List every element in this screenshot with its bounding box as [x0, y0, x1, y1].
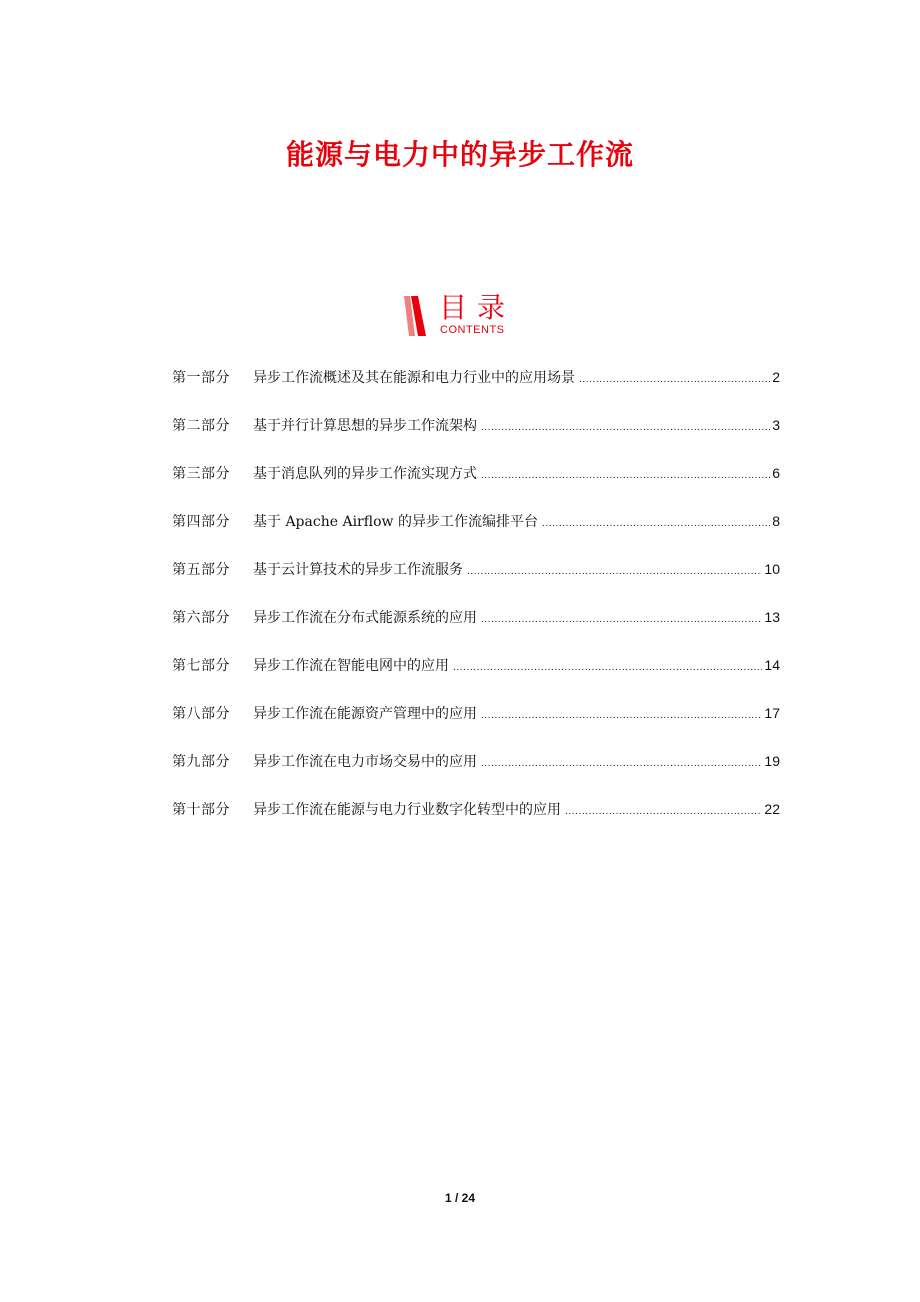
toc-entry[interactable]	[172, 748, 780, 796]
toc-entry[interactable]	[172, 604, 780, 652]
toc-entry-leader	[481, 463, 770, 489]
toc-heading-subtitle: CONTENTS	[440, 324, 505, 336]
toc-entry[interactable]	[172, 412, 780, 460]
toc-entry-page: 17	[764, 705, 780, 721]
toc-entry-part: 第四部分	[172, 514, 230, 530]
toc-entry-title: 异步工作流在分布式能源系统的应用	[253, 610, 477, 626]
toc-entry-title: 基于云计算技术的异步工作流服务	[253, 562, 463, 578]
toc-heading	[404, 292, 534, 342]
toc-entry-page: 10	[764, 561, 780, 577]
toc-heading-text: 目录	[439, 291, 516, 324]
toc-entry-title: 异步工作流在电力市场交易中的应用	[253, 754, 477, 770]
toc-entry-leader	[542, 511, 770, 537]
toc-entry-part: 第二部分	[172, 418, 230, 434]
toc-entry-part: 第六部分	[172, 610, 230, 626]
toc-entry-page: 8	[772, 513, 780, 529]
toc-entry[interactable]	[172, 460, 780, 508]
toc-entry-page: 13	[764, 609, 780, 625]
toc-entry-title: 基于消息队列的异步工作流实现方式	[253, 466, 477, 482]
toc-entry-part: 第五部分	[172, 562, 230, 578]
toc-logo-icon	[404, 296, 426, 336]
toc-entry-part: 第一部分	[172, 370, 230, 386]
toc-entry-title: 基于 Apache Airflow 的异步工作流编排平台	[253, 514, 538, 530]
toc-entry[interactable]	[172, 556, 780, 604]
toc-entry[interactable]	[172, 796, 780, 844]
page-number-indicator: 1 / 24	[444, 1191, 476, 1205]
toc-entry-page: 19	[764, 753, 780, 769]
toc-entry-leader	[579, 367, 770, 393]
toc-entry-title: 异步工作流概述及其在能源和电力行业中的应用场景	[253, 370, 575, 386]
toc-entry[interactable]	[172, 364, 780, 412]
toc-entry-page: 6	[772, 465, 780, 481]
toc-entry[interactable]	[172, 652, 780, 700]
toc-entry-part: 第七部分	[172, 658, 230, 674]
toc-entry[interactable]	[172, 508, 780, 556]
toc-entry-part: 第九部分	[172, 754, 230, 770]
toc-entry[interactable]	[172, 700, 780, 748]
toc-entry-page: 2	[772, 369, 780, 385]
toc-entry-leader	[481, 607, 762, 633]
toc-entry-page: 22	[764, 801, 780, 817]
toc-list	[172, 364, 780, 844]
toc-entry-title: 基于并行计算思想的异步工作流架构	[253, 418, 477, 434]
toc-entry-title: 异步工作流在能源资产管理中的应用	[253, 706, 477, 722]
toc-entry-page: 3	[772, 417, 780, 433]
toc-entry-leader	[481, 415, 770, 441]
toc-entry-part: 第八部分	[172, 706, 230, 722]
toc-entry-leader	[481, 703, 762, 729]
toc-entry-title: 异步工作流在能源与电力行业数字化转型中的应用	[253, 802, 561, 818]
toc-entry-part: 第十部分	[172, 802, 230, 818]
toc-entry-leader	[481, 751, 762, 777]
toc-entry-leader	[467, 559, 762, 585]
toc-entry-leader	[565, 799, 762, 825]
document-title: 能源与电力中的异步工作流	[285, 137, 634, 171]
toc-entry-page: 14	[764, 657, 780, 673]
toc-entry-leader	[453, 655, 762, 681]
toc-entry-part: 第三部分	[172, 466, 230, 482]
toc-entry-title: 异步工作流在智能电网中的应用	[253, 658, 449, 674]
